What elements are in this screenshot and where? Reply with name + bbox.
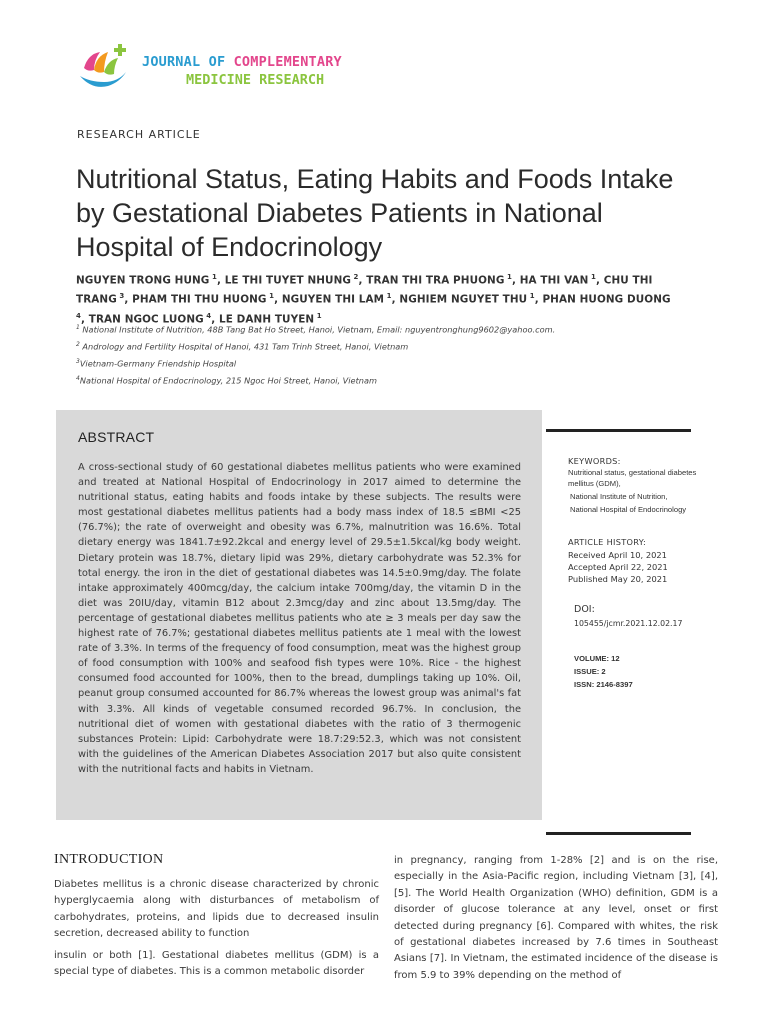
author-name: TRAN NGOC LUONG — [88, 313, 204, 326]
history-accepted: Accepted April 22, 2021 — [568, 562, 668, 572]
abstract-heading: ABSTRACT — [78, 429, 155, 445]
history-published: Published May 20, 2021 — [568, 574, 668, 584]
affiliation-text: National Institute of Nutrition, 48B Tang Bat Ho Street, Hanoi, Vietnam, Email: nguyentronghung9602@yahoo.com. — [79, 324, 556, 335]
side-rule-top — [546, 429, 691, 432]
author-name: NGHIEM NGUYET THU — [399, 293, 528, 306]
affiliation-number: 1 — [76, 324, 80, 331]
author-name: PHAM THI THU HUONG — [132, 293, 267, 306]
issn-info: ISSN: 2146-8397 — [574, 680, 633, 689]
journal-name-line1 — [142, 54, 342, 70]
author-name: CHU THI TRANG — [76, 274, 653, 306]
author-affiliation-number: 1 — [504, 273, 512, 281]
author-affiliation-number: 2 — [351, 273, 359, 281]
introduction-paragraph-2: insulin or both [1]. Gestational diabetes mellitus (GDM) is a special type of diabetes. This is a common metabolic disorder — [54, 950, 379, 978]
affiliation-text: National Hospital of Endocrinology, 215 Ngoc Hoi Street, Hanoi, Vietnam — [79, 375, 377, 386]
affiliation-text: Vietnam-Germany Friendship Hospital — [79, 358, 237, 369]
article-type: RESEARCH ARTICLE — [77, 128, 201, 141]
author-name: LE DANH TUYEN — [219, 313, 315, 326]
introduction-paragraph-1: Diabetes mellitus is a chronic disease characterized by chronic hyperglycaemia along with disturbances of metabolism of carbohydrates, proteins, and lipids due to decreased insulin secretion, decreased ability to function — [54, 879, 379, 940]
keyword-item-1: Nutritional status, gestational diabetes mellitus (GDM), — [568, 468, 697, 488]
journal-logo-icon — [74, 42, 134, 92]
author-affiliation-number: 1 — [314, 311, 322, 320]
author-affiliation-number: 4 — [76, 311, 81, 320]
author-affiliation-number: 1 — [209, 273, 217, 281]
author-affiliation-number: 1 — [266, 291, 275, 300]
author-affiliation-number: 1 — [384, 291, 392, 300]
doi-link[interactable]: 105455/jcmr.2021.12.02.17 — [574, 619, 683, 628]
volume-info: VOLUME: 12 — [574, 654, 620, 663]
abstract-text: A cross-sectional study of 60 gestational diabetes mellitus patients who were examined and treated at National Hospital of Endocrinology in 2017 aimed to determine the nutritional status, eating habits and foods intake by these subjects. The results were most gestational diabetes mellitus patients had a body mass index of 18.5 ≤BMI <25 (76.7%); the rate of overweight and obesity was 6.7%, malnutrition was 16.6%. Total dietary energy was 1841.7±92.2kcal and energy level of 29.5±1.5kcal/kg body weight. Dietary protein was 18.7%, dietary lipid was 29%, dietary carbohydrate was 52.3% for total energy. the iron in the diet of gestational diabetes was 14.5±0.9mg/day. The folate intake approximately 400mcg/day, the calcium intake 700mg/day, the vitamin D in the diet was 20IU/day, vitamin B12 about 2.3mcg/day and zinc about 13.5mg/day. The percentage of gestational diabetes mellitus patients who ate ≥ 3 meals per day saw the highest rate of 76.7%; gestational diabetes mellitus patients ate 1 meal with the lowest rate of 3.3%. In terms of the frequency of food consumption, meat was the highest group of food consumption with 100% and seafood fish types were 10%. Rice - the highest consumed food accounted for 100%, then to the bread, dumplings taking up 10%. Oil, peanut group consumed accounted for 86.7% whereas the lowest group was animal's fat with 3.3%. All kinds of vegetable consumed recorded 96.7%. In conclusion, the nutritional diet of women with gestational diabetes with the ratio of 3 thermogenic substances Protein: Lipid: Carbohydrate were 18.7:29:52.3, which was not consistent with the guidelines of the American Diabetes Association 2017 but also quite consistent with the nutritional facts and habits in Vietnam. — [78, 462, 521, 775]
affiliation-text: Andrology and Fertility Hospital of Hanoi, 431 Tam Trinh Street, Hanoi, Vietnam — [79, 341, 409, 352]
author-name: HA THI VAN — [519, 274, 589, 287]
affiliation-2 — [76, 341, 408, 352]
affiliation-3 — [76, 358, 236, 369]
doi-label: DOI: — [574, 604, 595, 615]
affiliation-1 — [76, 324, 555, 335]
keyword-item-3: National Hospital of Endocrinology — [570, 505, 687, 514]
keyword-item-2: National Institute of Nutrition, — [570, 492, 668, 501]
issue-info: ISSUE: 2 — [574, 667, 606, 676]
side-rule-bottom — [546, 832, 691, 835]
author-list: NGUYEN TRONG HUNG $^1$, LE THI TUYET NHUNG $^2$, TRAN THI TRA PHUONG $^1$, HA THI VAN $^1$, CHU THI TRANG $^3$, PHAM THI THU HUONG $^1$, NGUYEN THI LAM $^1$, NGHIEM NGUYET THU $^1$, PHAN HUONG DUONG $^4$, TRAN NGOC LUONG $^4$, LE DANH TUYEN $^1$ — [76, 273, 671, 326]
article-title: Nutritional Status, Eating Habits and Foods Intake by Gestational Diabetes Patients in National Hospital of Endocrinology — [76, 164, 674, 262]
author-name: PHAN HUONG DUONG — [542, 293, 671, 306]
history-heading: ARTICLE HISTORY: — [568, 537, 647, 547]
author-name: LE THI TUYET NHUNG — [224, 274, 352, 287]
history-received: Received April 10, 2021 — [568, 550, 667, 560]
author-name: NGUYEN TRONG HUNG — [76, 274, 210, 287]
journal-name-part1: JOURNAL OF — [142, 54, 234, 70]
journal-name-part2: COMPLEMENTARY — [233, 54, 342, 70]
author-affiliation-number: 3 — [116, 291, 125, 300]
author-name: TRAN THI TRA PHUONG — [366, 274, 505, 287]
affiliation-4 — [76, 375, 377, 386]
introduction-paragraph-right: in pregnancy, ranging from 1-28% [2] and is on the rise, especially in the Asia-Pacific region, including Vietnam [3], [4], [5]. The World Health Organization (WHO) definition, GDM is a disorder of glucose tolerance at any level, onset or first detected during pregnancy [6]. Compared with whites, the risk of gestational diabetes increased by 7.6 times in Southeast Asians [7]. In Vietnam, the estimated incidence of the disease is from 5.9 to 39% depending on the method of — [394, 855, 718, 981]
affiliation-number: 2 — [76, 341, 80, 348]
author-name: NGUYEN THI LAM — [281, 293, 385, 306]
journal-name-line2: MEDICINE RESEARCH — [186, 72, 325, 88]
affiliation-number: 3 — [76, 358, 80, 365]
author-affiliation-number: 1 — [588, 273, 596, 281]
introduction-heading: INTRODUCTION — [54, 852, 164, 867]
keywords-heading: KEYWORDS: — [568, 456, 621, 466]
affiliation-number: 4 — [76, 375, 80, 382]
author-affiliation-number: 1 — [527, 291, 535, 300]
author-affiliation-number: 4 — [203, 311, 212, 320]
